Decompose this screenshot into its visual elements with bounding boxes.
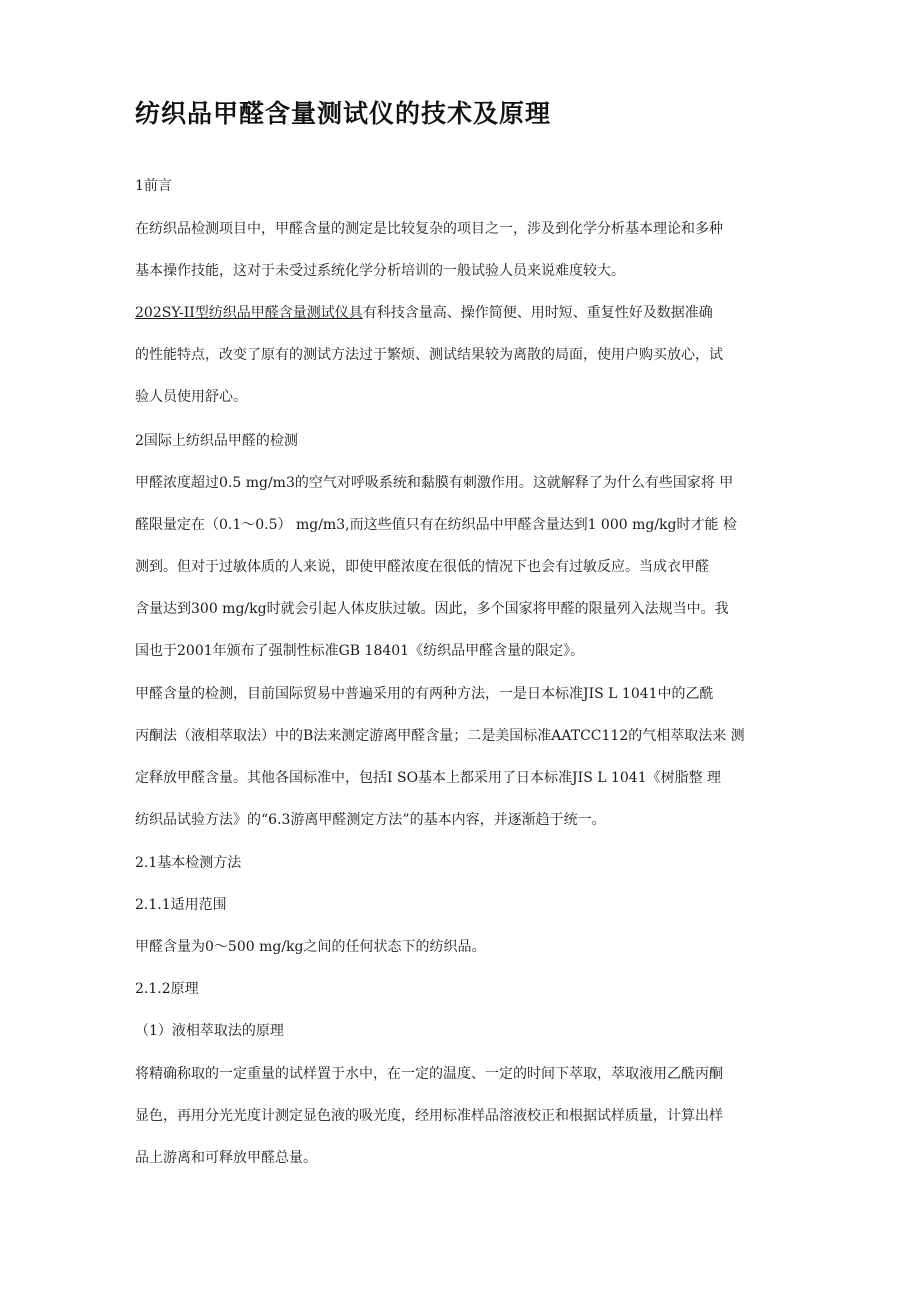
paragraph-line: 醛限量定在（0.1～0.5） mg/m3,而这些值只有在纺织品中甲醛含量达到1 000 mg/kg时才能 检	[135, 517, 737, 533]
subheading-liquid-extraction: （1）液相萃取法的原理	[135, 1023, 284, 1039]
paragraph-line: 品上游离和可释放甲醛总量。	[135, 1150, 317, 1166]
paragraph-line: 甲醛含量为0～500 mg/kg之间的任何状态下的纺织品。	[135, 939, 486, 955]
product-link[interactable]: 202SY-II型纺织品甲醛含量测试仪具	[135, 305, 363, 321]
section-heading-preface: 1前言	[135, 178, 172, 194]
paragraph-line: 验人员使用舒心。	[135, 389, 247, 405]
paragraph-line: 的性能特点，改变了原有的测试方法过于繁烦、测试结果较为离散的局面，使用户购买放心，试	[135, 347, 723, 363]
paragraph-text: 有科技含量高、操作简便、用时短、重复性好及数据准确	[362, 305, 713, 321]
paragraph-line: 纺织品试验方法》的“6.3游离甲醛测定方法”的基本内容，并逐渐趋于统一。	[135, 812, 606, 828]
paragraph-line: 含量达到300 mg/kg时就会引起人体皮肤过敏。因此，多个国家将甲醛的限量列入法规当中。我	[135, 601, 729, 617]
paragraph-line	[135, 303, 713, 323]
paragraph-line: 将精确称取的一定重量的试样置于水中，在一定的温度、一定的时间下萃取，萃取液用乙酰丙酮	[135, 1066, 723, 1082]
paragraph-line: 在纺织品检测项目中，甲醛含量的测定是比较复杂的项目之一，涉及到化学分析基本理论和多种	[135, 221, 723, 237]
paragraph-line: 测到。但对于过敏体质的人来说，即使甲醛浓度在很低的情况下也会有过敏反应。当成衣甲醛	[135, 559, 709, 575]
paragraph-line: 丙酮法（液相萃取法）中的B法来测定游离甲醛含量；二是美国标准AATCC112的气相萃取法来 测	[135, 728, 745, 744]
paragraph-line: 定释放甲醛含量。其他各国标准中，包括I SO基本上都采用了日本标准JIS L 1041《树脂整 理	[135, 770, 722, 786]
paragraph-line: 显色，再用分光光度计测定显色液的吸光度，经用标准样品溶液校正和根据试样质量，计算出样	[135, 1108, 723, 1124]
paragraph-line: 国也于2001年颁布了强制性标准GB 18401《纺织品甲醛含量的限定》。	[135, 643, 585, 659]
paragraph-line: 基本操作技能，这对于未受过系统化学分析培训的一般试验人员来说难度较大。	[135, 263, 625, 279]
section-heading-principle: 2.1.2原理	[135, 981, 199, 997]
section-heading-scope: 2.1.1适用范围	[135, 897, 227, 913]
section-heading-international: 2国际上纺织品甲醛的检测	[135, 433, 298, 449]
document-title: 纺织品甲醛含量测试仪的技术及原理	[135, 99, 552, 128]
paragraph-line: 甲醛含量的检测，目前国际贸易中普遍采用的有两种方法，一是日本标准JIS L 1041中的乙酰	[135, 686, 714, 702]
paragraph-line: 甲醛浓度超过0.5 mg/m3的空气对呼吸系统和黏膜有刺激作用。这就解释了为什么有些国家将 甲	[135, 475, 734, 491]
section-heading-basic-methods: 2.1基本检测方法	[135, 855, 242, 871]
